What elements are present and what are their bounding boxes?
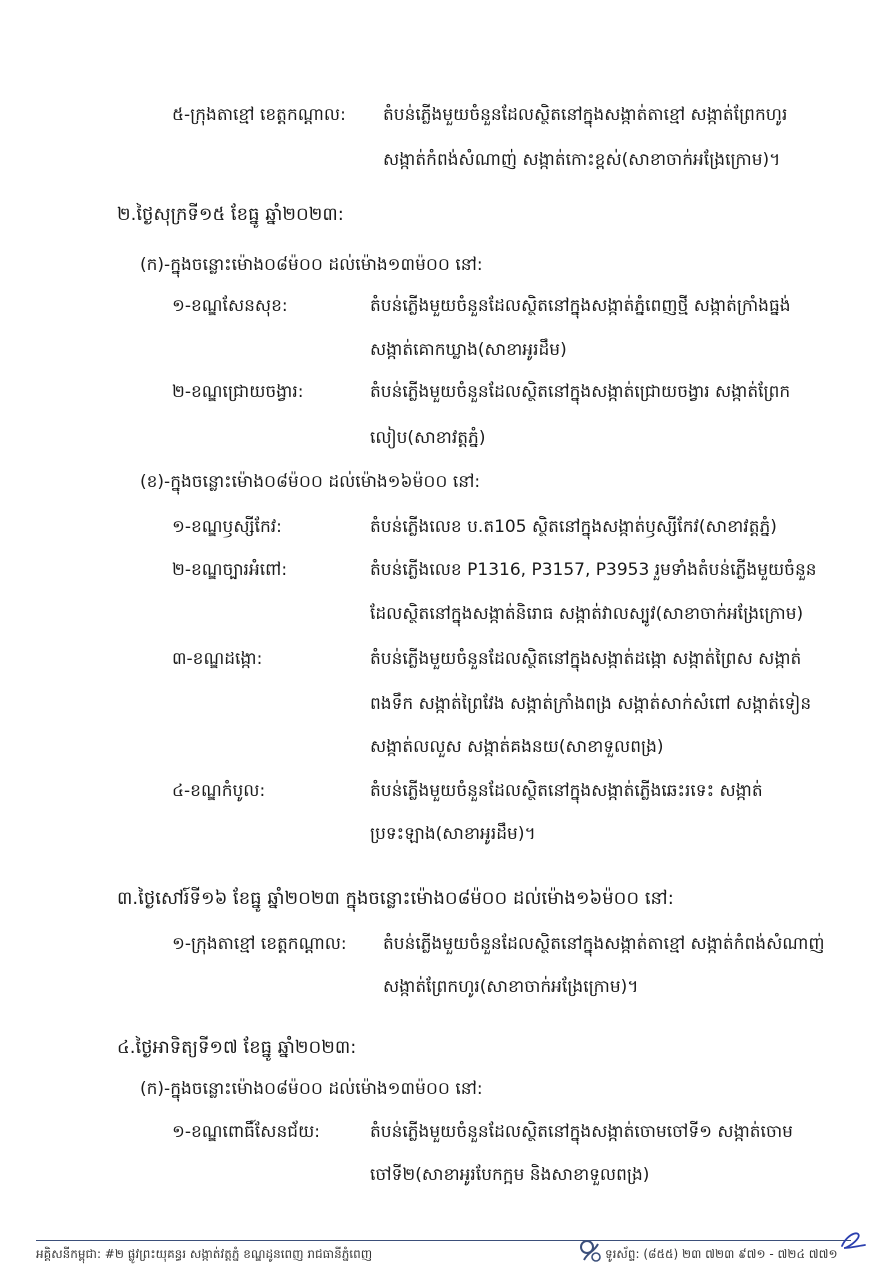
day-2-b-subheading: (ខ)-ក្នុងចន្លោះម៉ោង០៨ម៉០០ ដល់ម៉ោង១៦ម៉០០ នៅ:: [140, 472, 481, 492]
day-2-b-item-3-line-2: ពងទឹក សង្កាត់ព្រៃវែង សង្កាត់ក្រាំងពង្រ សង្កាត់សាក់សំពៅ សង្កាត់ទៀន: [370, 694, 812, 714]
day-2-a-item-1-line-2: សង្កាត់គោកឃ្លាង(សាខាអូរដឹម): [370, 340, 567, 360]
day-2-a-item-1-line-1: តំបន់ភ្លើងមួយចំនួនដែលស្ថិតនៅក្នុងសង្កាត់ភ្នំពេញថ្មី សង្កាត់ក្រាំងធ្នង់: [370, 296, 791, 316]
day-2-a-item-2-line-1: តំបន់ភ្លើងមួយចំនួនដែលស្ថិតនៅក្នុងសង្កាត់ជ្រោយចង្វារ សង្កាត់ព្រែក: [370, 382, 791, 402]
day-4-a-item-1-line-1: តំបន់ភ្លើងមួយចំនួនដែលស្ថិតនៅក្នុងសង្កាត់ចោមចៅទី១ សង្កាត់ចោម: [370, 1122, 793, 1142]
day-2-b-item-4-line-2: ប្រទះឡាង(សាខាអូរដឹម)។: [370, 824, 536, 844]
entry-5-line-2: សង្កាត់កំពង់សំណាញ់ សង្កាត់កោះខ្ពស់(សាខាចាក់អង្រែក្រោម)។: [383, 150, 781, 170]
day-2-b-item-1-line-1: តំបន់ភ្លើងលេខ ប.ត105 ស្ថិតនៅក្នុងសង្កាត់ឫស្សីកែវ(សាខាវត្តភ្នំ): [370, 517, 777, 537]
footer-address: អគ្គិសនីកម្ពុជា: #២ ផ្លូវព្រះយុគន្ធរ សង្កាត់វត្តភ្នំ ខណ្ឌដូនពេញ រាជធានីភ្នំពេញ: [36, 1247, 373, 1261]
entry-5-label: ៥-ក្រុងតាខ្មៅ ខេត្តកណ្ដាល:: [172, 105, 346, 125]
day-4-a-item-1-line-2: ចៅទី២(សាខាអូរបែកក្អម និងសាខាទួលពង្រ): [370, 1165, 650, 1185]
day-2-b-item-3-line-1: តំបន់ភ្លើងមួយចំនួនដែលស្ថិតនៅក្នុងសង្កាត់ដង្កោ សង្កាត់ព្រៃស សង្កាត់: [370, 649, 802, 669]
handwritten-initial-icon: [838, 1228, 868, 1252]
day-2-b-item-2-label: ២-ខណ្ឌច្បារអំពៅ:: [172, 560, 288, 580]
entry-5-line-1: តំបន់ភ្លើងមួយចំនួនដែលស្ថិតនៅក្នុងសង្កាត់តាខ្មៅ សង្កាត់ព្រែកហូរ: [383, 105, 788, 125]
day-4-a-item-1-label: ១-ខណ្ឌពោធិ៍សែនជ័យ:: [172, 1122, 320, 1142]
day-2-b-item-2-line-1: តំបន់ភ្លើងលេខ P1316, P3157, P3953 រួមទាំងតំបន់ភ្លើងមួយចំនួន: [370, 560, 817, 580]
day-2-b-item-4-label: ៤-ខណ្ឌកំបូល:: [172, 781, 266, 801]
day-2-a-item-2-line-2: លៀប(សាខាវត្តភ្នំ): [370, 428, 486, 448]
day-2-b-item-2-line-2: ដែលស្ថិតនៅក្នុងសង្កាត់និរោធ សង្កាត់វាលស្បូវ(សាខាចាក់អង្រែក្រោម): [370, 604, 804, 624]
day-3-item-1-line-1: តំបន់ភ្លើងមួយចំនួនដែលស្ថិតនៅក្នុងសង្កាត់តាខ្មៅ សង្កាត់កំពង់សំណាញ់: [383, 934, 825, 954]
day-2-b-item-1-label: ១-ខណ្ឌឫស្សីកែវ:: [172, 517, 282, 537]
day-2-a-subheading: (ក)-ក្នុងចន្លោះម៉ោង០៨ម៉០០ ដល់ម៉ោង១៣ម៉០០ នៅ:: [140, 255, 483, 275]
day-2-b-item-4-line-1: តំបន់ភ្លើងមួយចំនួនដែលស្ថិតនៅក្នុងសង្កាត់ភ្លើងឆេះរទេះ សង្កាត់: [370, 781, 763, 801]
day-3-heading: ៣.ថ្ងៃសៅរ៍ទី១៦ ខែធ្នូ ឆ្នាំ២០២៣ ក្នុងចន្លោះម៉ោង០៨ម៉០០ ដល់ម៉ោង១៦ម៉០០ នៅ:: [117, 888, 674, 909]
footer-divider: [36, 1240, 851, 1241]
day-3-item-1-line-2: សង្កាត់ព្រែកហូរ(សាខាចាក់អង្រែក្រោម)។: [383, 977, 639, 997]
day-4-heading: ៤.ថ្ងៃអាទិត្យទី១៧ ខែធ្នូ ឆ្នាំ២០២៣:: [117, 1037, 357, 1058]
day-2-a-item-2-label: ២-ខណ្ឌជ្រោយចង្វារ:: [172, 382, 304, 402]
edc-logo-icon: [578, 1238, 604, 1264]
day-2-b-item-3-label: ៣-ខណ្ឌដង្កោ:: [172, 649, 263, 669]
day-3-item-1-label: ១-ក្រុងតាខ្មៅ ខេត្តកណ្ដាល:: [172, 934, 347, 954]
day-2-b-item-3-line-3: សង្កាត់លលួស សង្កាត់គងនយ(សាខាទួលពង្រ): [370, 737, 664, 757]
day-2-a-item-1-label: ១-ខណ្ឌសែនសុខ:: [172, 296, 288, 316]
day-4-a-subheading: (ក)-ក្នុងចន្លោះម៉ោង០៨ម៉០០ ដល់ម៉ោង១៣ម៉០០ នៅ:: [140, 1079, 483, 1099]
day-2-heading: ២.ថ្ងៃសុក្រទី១៥ ខែធ្នូ ឆ្នាំ២០២៣:: [117, 204, 344, 225]
footer-phone: ទូរស័ព្ទ: (៨៥៥) ២៣ ៧២៣ ៩៧១ - ៧២៤ ៧៧១: [605, 1247, 838, 1261]
